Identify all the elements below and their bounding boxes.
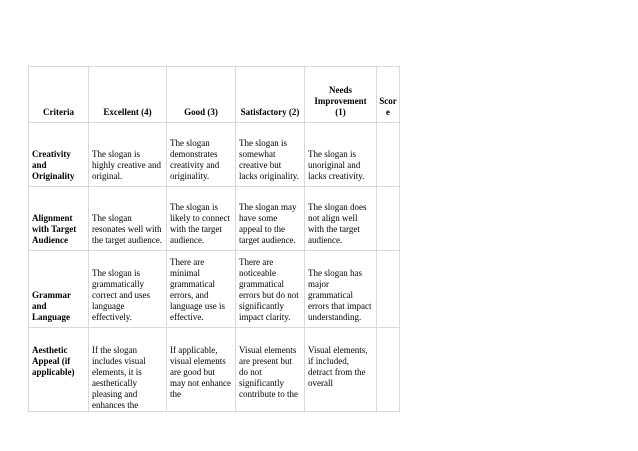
criteria-cell: Creativity and Originality bbox=[29, 123, 89, 187]
needs-improvement-cell: The slogan does not align well with the target audience. bbox=[305, 187, 377, 251]
satisfactory-cell: The slogan is somewhat creative but lacks originality. bbox=[236, 123, 305, 187]
header-excellent: Excellent (4) bbox=[89, 67, 167, 123]
score-cell bbox=[377, 123, 400, 187]
needs-improvement-cell: The slogan is unoriginal and lacks creativity. bbox=[305, 123, 377, 187]
table-row bbox=[29, 328, 400, 412]
table-row bbox=[29, 187, 400, 251]
good-cell: The slogan demonstrates creativity and originality. bbox=[167, 123, 236, 187]
satisfactory-cell: Visual elements are present but do not significantly contribute to the bbox=[236, 328, 305, 412]
header-score: Score bbox=[377, 67, 400, 123]
satisfactory-cell: There are noticeable grammatical errors but do not significantly impact clarity. bbox=[236, 251, 305, 328]
header-row bbox=[29, 67, 400, 123]
criteria-cell: Grammar and Language bbox=[29, 251, 89, 328]
excellent-cell: If the slogan includes visual elements, it is aesthetically pleasing and enhances the bbox=[89, 328, 167, 412]
needs-improvement-cell: Visual elements, if included, detract from the overall bbox=[305, 328, 377, 412]
criteria-cell: Alignment with Target Audience bbox=[29, 187, 89, 251]
rubric-table bbox=[28, 66, 400, 412]
satisfactory-cell: The slogan may have some appeal to the target audience. bbox=[236, 187, 305, 251]
criteria-cell: Aesthetic Appeal (if applicable) bbox=[29, 328, 89, 412]
excellent-cell: The slogan is grammatically correct and uses language effectively. bbox=[89, 251, 167, 328]
excellent-cell: The slogan resonates well with the target audience. bbox=[89, 187, 167, 251]
header-good: Good (3) bbox=[167, 67, 236, 123]
header-satisfactory: Satisfactory (2) bbox=[236, 67, 305, 123]
good-cell: If applicable, visual elements are good but may not enhance the bbox=[167, 328, 236, 412]
header-needs-improvement: Needs Improvement (1) bbox=[305, 67, 377, 123]
header-criteria: Criteria bbox=[29, 67, 89, 123]
table-row bbox=[29, 251, 400, 328]
needs-improvement-cell: The slogan has major grammatical errors that impact understanding. bbox=[305, 251, 377, 328]
good-cell: The slogan is likely to connect with the target audience. bbox=[167, 187, 236, 251]
score-cell bbox=[377, 187, 400, 251]
score-cell bbox=[377, 328, 400, 412]
good-cell: There are minimal grammatical errors, and language use is effective. bbox=[167, 251, 236, 328]
score-cell bbox=[377, 251, 400, 328]
table-row bbox=[29, 123, 400, 187]
excellent-cell: The slogan is highly creative and original. bbox=[89, 123, 167, 187]
